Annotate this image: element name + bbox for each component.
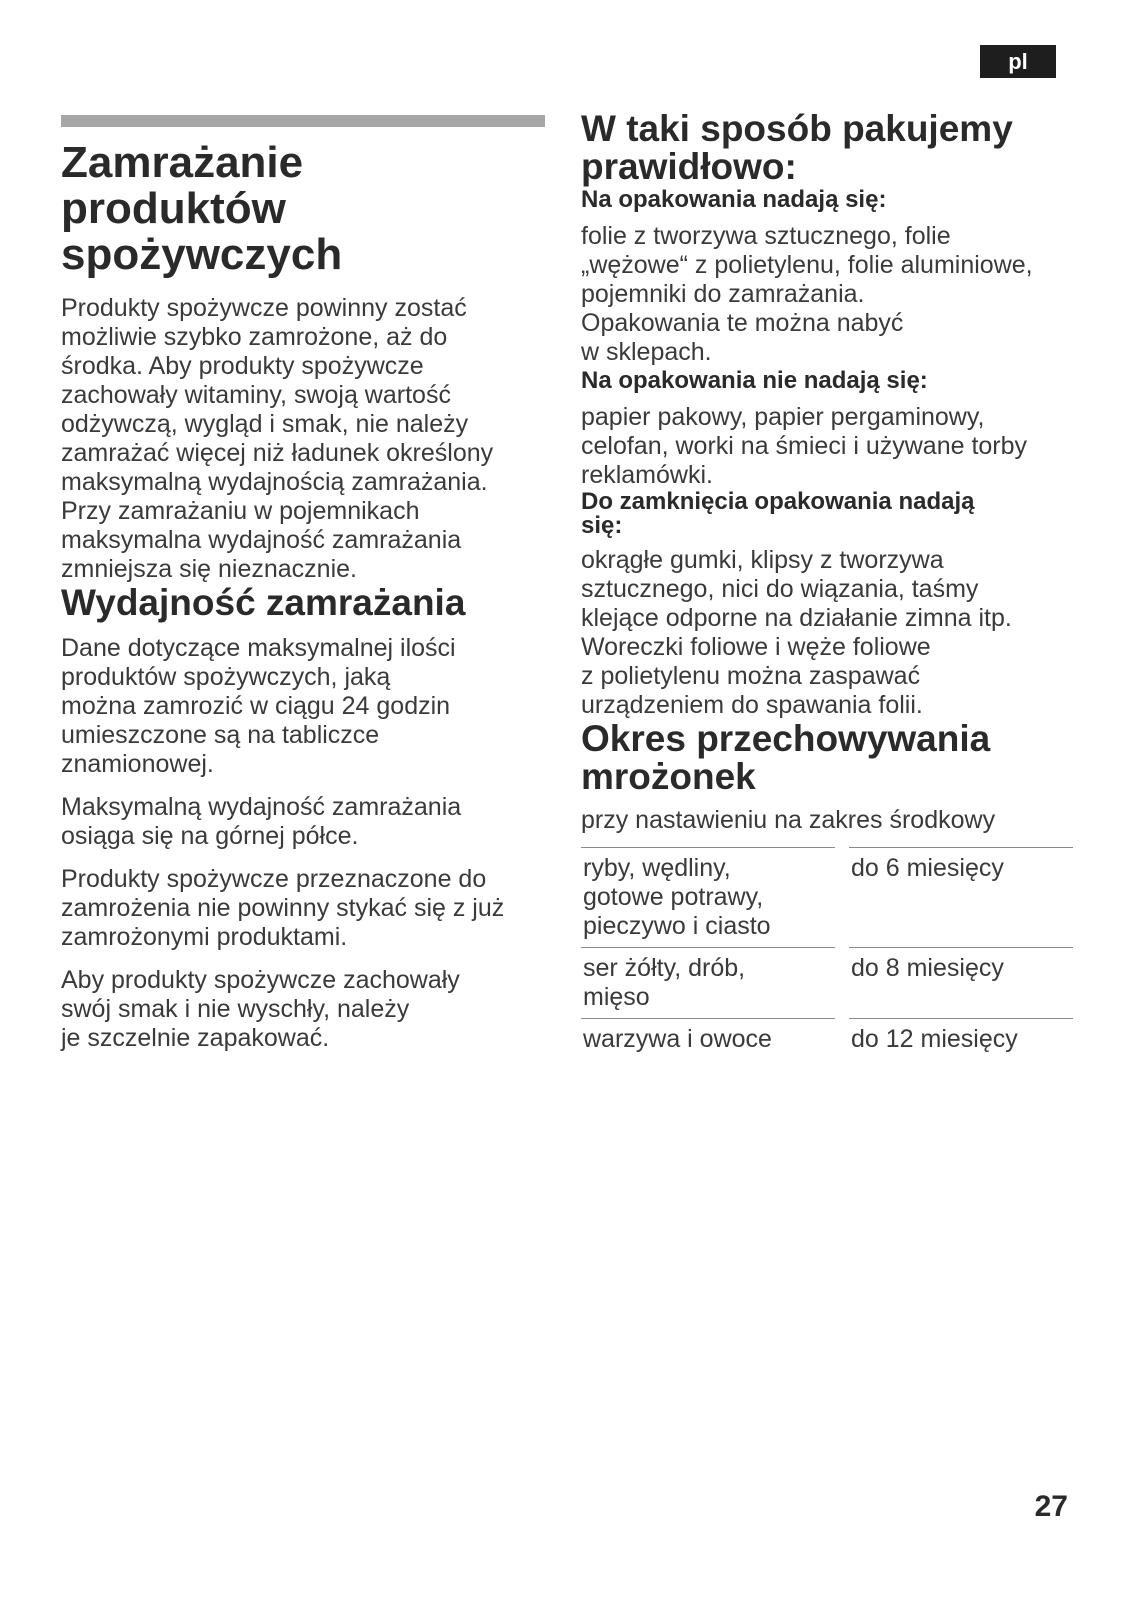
closing-heading: Do zamknięcia opakowania nadają się:	[581, 488, 975, 539]
closing-text: okrągłe gumki, klipsy z tworzywa sztucznego, nici do wiązania, taśmy klejące odporne na działanie zimna itp. Woreczki foliowe i węże foliowe z polietylenu można zaspawać urządzeniem do spawania folii.	[581, 546, 1012, 719]
table-cell-food: ser żółty, drób, mięso	[581, 947, 835, 1018]
table-row	[581, 1018, 1073, 1060]
table-row	[581, 847, 1073, 947]
top-divider	[61, 115, 545, 127]
table-cell-food: ryby, wędliny, gotowe potrawy, pieczywo i ciasto	[581, 847, 835, 947]
table-cell-period: do 12 miesięcy	[849, 1018, 1073, 1060]
table-cell-food: warzywa i owoce	[581, 1018, 835, 1060]
packing-heading: W taki sposób pakujemy prawidłowo:	[581, 108, 1013, 187]
capacity-paragraph-3: Produkty spożywcze przeznaczone do zamrożenia nie powinny stykać się z już zamrożonymi produktami.	[61, 865, 505, 951]
storage-table	[581, 847, 1073, 1060]
suitable-text: folie z tworzywa sztucznego, folie „wężowe“ z polietylenu, folie aluminiowe, pojemniki do zamrażania. Opakowania te można nabyć w sklepach.	[581, 222, 1033, 366]
suitable-heading: Na opakowania nadają się:	[581, 186, 887, 213]
table-cell-period: do 6 miesięcy	[849, 847, 1073, 947]
language-badge: pl	[980, 45, 1056, 78]
right-column	[581, 110, 1073, 1060]
table-cell-period: do 8 miesięcy	[849, 947, 1073, 1018]
capacity-paragraph-1: Dane dotyczące maksymalnej ilości produktów spożywczych, jaką można zamrozić w ciągu 24 godzin umieszczone są na tabliczce znamionowej.	[61, 634, 456, 778]
page-title: Zamrażanie produktów spożywczych	[61, 138, 343, 279]
capacity-paragraph-2: Maksymalną wydajność zamrażania osiąga się na górnej półce.	[61, 793, 462, 850]
intro-paragraph: Produkty spożywcze powinny zostać możliwie szybko zamrożone, aż do środka. Aby produkty spożywcze zachowały witaminy, swoją wartość odżywczą, wygląd i smak, nie należy zamrażać więcej niż ładunek określony maksymalną wydajnością zamrażania. Przy zamrażaniu w pojemnikach maksymalna wydajność zamrażania zmniejsza się nieznacznie.	[61, 294, 494, 583]
capacity-heading: Wydajność zamrażania	[61, 582, 466, 623]
left-column	[61, 140, 545, 1053]
capacity-paragraph-4: Aby produkty spożywcze zachowały swój smak i nie wyschły, należy je szczelnie zapakować.	[61, 966, 460, 1052]
table-row	[581, 947, 1073, 1018]
storage-heading: Okres przechowywania mrożonek	[581, 718, 991, 797]
page-number: 27	[1034, 1490, 1068, 1523]
storage-subtitle: przy nastawieniu na zakres środkowy	[581, 806, 996, 834]
unsuitable-heading: Na opakowania nie nadają się:	[581, 367, 928, 394]
unsuitable-text: papier pakowy, papier pergaminowy, celofan, worki na śmieci i używane torby reklamówki.	[581, 403, 1028, 489]
